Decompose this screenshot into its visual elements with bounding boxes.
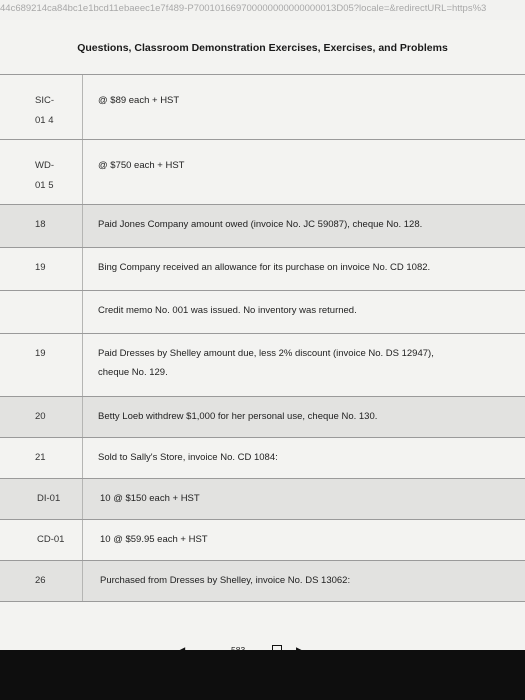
row-code: 21 — [35, 452, 46, 463]
table-row — [0, 74, 525, 139]
row-code: WD- — [35, 160, 54, 171]
row-description: @ $89 each + HST — [98, 95, 180, 106]
row-code: 26 — [35, 575, 46, 586]
url-bar[interactable] — [0, 0, 525, 20]
row-code: 20 — [35, 411, 46, 422]
row-description: 10 @ $59.95 each + HST — [100, 534, 208, 545]
table-row — [0, 247, 525, 290]
url-text: 44c689214ca84bc1e1bcd11ebaeec1e7f489-P700101669700000000000000013D05?locale=&redirectURL=https%3 — [0, 3, 487, 14]
transaction-table — [0, 74, 525, 602]
row-description: @ $750 each + HST — [98, 160, 185, 171]
table-row — [0, 396, 525, 437]
table-row — [0, 478, 525, 519]
textbook-page — [0, 20, 525, 650]
row-description: Purchased from Dresses by Shelley, invoice No. DS 13062: — [100, 575, 351, 586]
row-code: 19 — [35, 348, 46, 359]
row-description: Betty Loeb withdrew $1,000 for her personal use, cheque No. 130. — [98, 411, 378, 422]
row-description: Credit memo No. 001 was issued. No inventory was returned. — [98, 305, 357, 316]
row-code: 19 — [35, 262, 46, 273]
row-description-line2: cheque No. 129. — [98, 367, 168, 378]
date-cell — [0, 291, 83, 333]
device-bezel — [0, 650, 525, 700]
row-code-line2: 01 5 — [35, 180, 54, 191]
table-row — [0, 139, 525, 204]
row-code-line2: 01 4 — [35, 115, 54, 126]
table-row — [0, 560, 525, 602]
row-code: DI-01 — [37, 493, 61, 504]
row-code: SIC- — [35, 95, 54, 106]
row-description: Paid Jones Company amount owed (invoice No. JC 59087), cheque No. 128. — [98, 219, 423, 230]
table-row — [0, 519, 525, 560]
row-description: Bing Company received an allowance for its purchase on invoice No. CD 1082. — [98, 262, 431, 273]
row-code: CD-01 — [37, 534, 65, 545]
table-row — [0, 437, 525, 478]
row-description: 10 @ $150 each + HST — [100, 493, 200, 504]
row-description: Sold to Sally's Store, invoice No. CD 1084: — [98, 452, 278, 463]
row-description: Paid Dresses by Shelley amount due, less 2% discount (invoice No. DS 12947), — [98, 348, 434, 359]
table-row — [0, 204, 525, 247]
page-heading: Questions, Classroom Demonstration Exercises, Exercises, and Problems — [77, 42, 448, 54]
table-row — [0, 290, 525, 333]
row-code: 18 — [35, 219, 46, 230]
table-row — [0, 333, 525, 396]
